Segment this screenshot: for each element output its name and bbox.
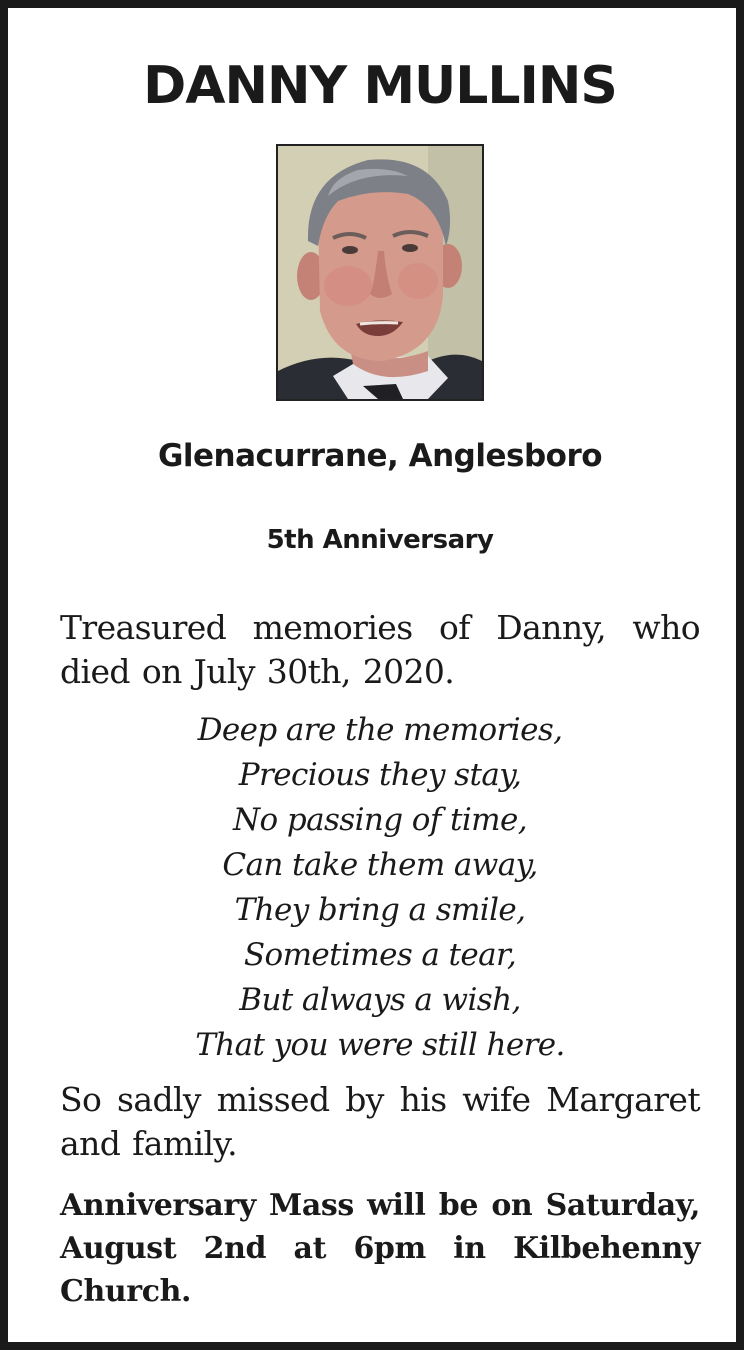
missed-paragraph: So sadly missed by his wife Margaret and family.	[60, 1080, 700, 1163]
notice-title: DANNY MULLINS	[143, 56, 617, 116]
poem-line: Sometimes a tear,	[243, 937, 517, 973]
poem-line: Deep are the memories,	[197, 712, 563, 748]
poem-line: That you were still here.	[195, 1027, 565, 1063]
portrait-photo	[276, 144, 484, 401]
intro-paragraph: Treasured memories of Danny, who died on July 30th, 2020.	[60, 608, 700, 691]
anniversary-heading: 5th Anniversary	[266, 525, 494, 555]
memorial-poem	[8, 708, 744, 1068]
mass-announcement: Anniversary Mass will be on Saturday, August 2nd at 6pm in Kilbehenny Church.	[60, 1188, 700, 1309]
poem-line: They bring a smile,	[234, 892, 526, 928]
poem-line: Can take them away,	[222, 847, 538, 883]
poem-line: But always a wish,	[239, 982, 521, 1018]
location-heading: Glenacurrane, Anglesboro	[157, 438, 603, 474]
poem-line: No passing of time,	[233, 802, 527, 838]
poem-line: Precious they stay,	[238, 757, 522, 793]
